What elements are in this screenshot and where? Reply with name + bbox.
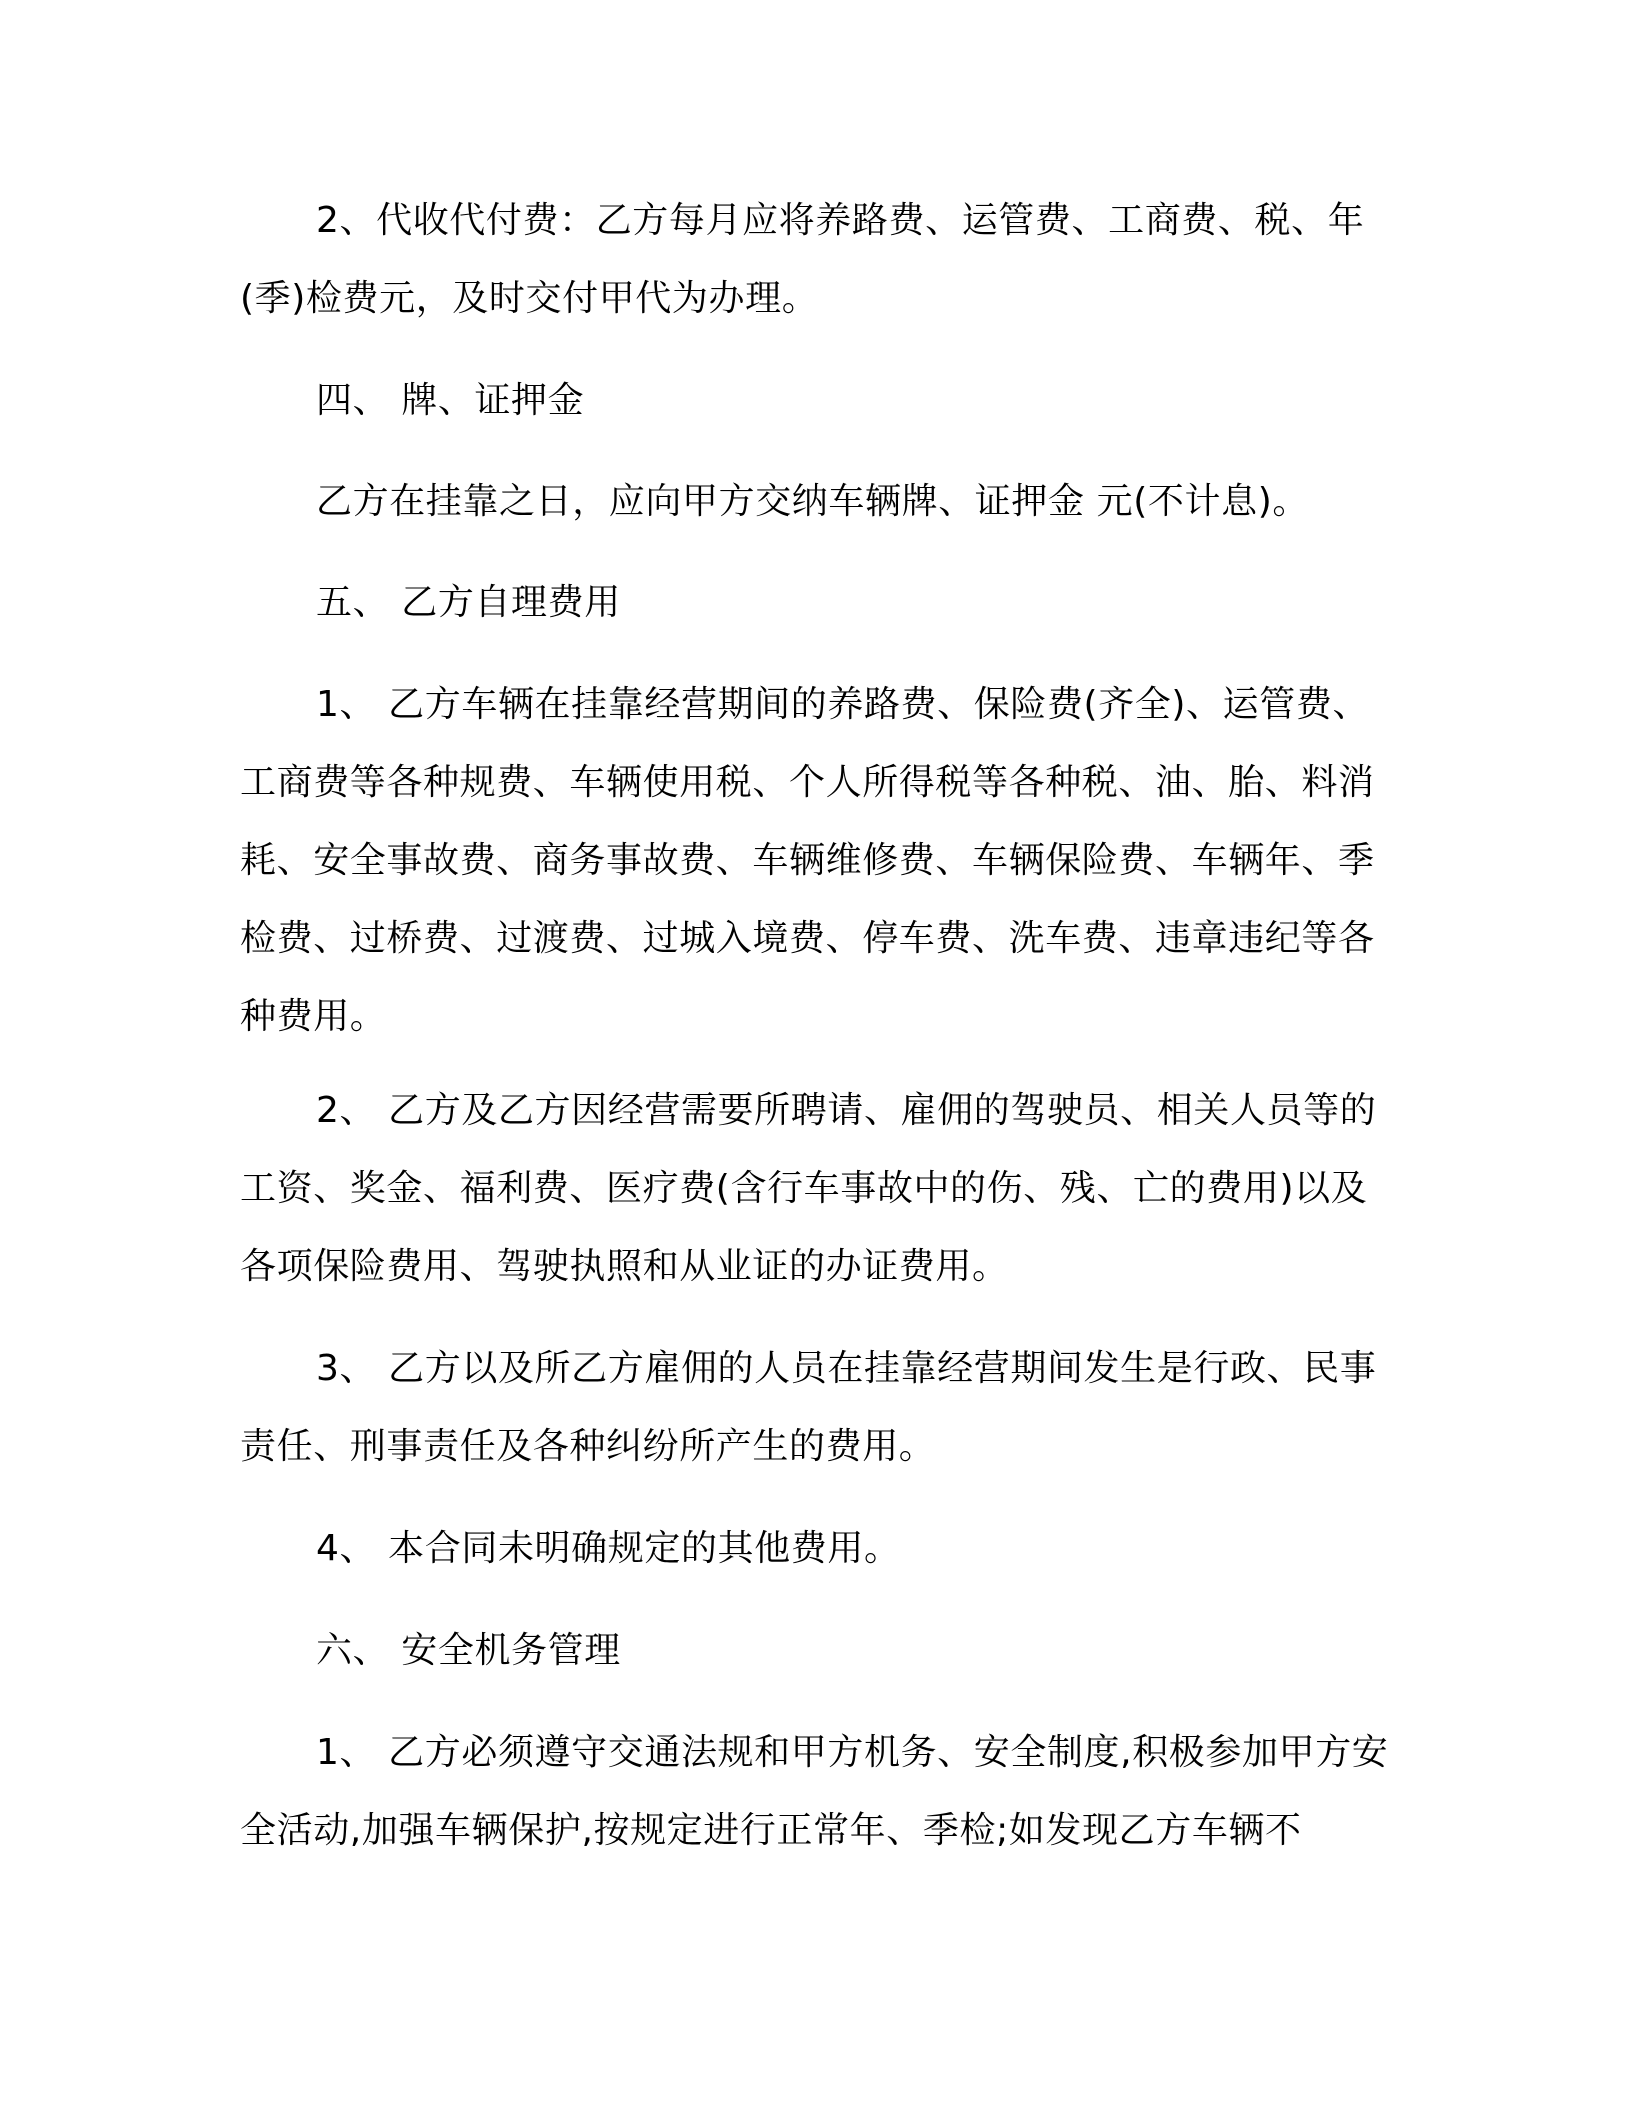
paragraph-deposit: 乙方在挂靠之日，应向甲方交纳车辆牌、证押金 元(不计息)。 [316,481,1309,522]
paragraph-self-paid-item-3: 3、 乙方以及所乙方雇佣的人员在挂靠经营期间发生是行政、民事责任、刑事责任及各种纠纷所产生的费用。 [240,1348,1377,1467]
section-heading-self-paid-fees: 五、 乙方自理费用 [316,582,621,623]
paragraph-self-paid-item-1: 1、 乙方车辆在挂靠经营期间的养路费、保险费(齐全)、运管费、工商费等各种规费、车辆使用税、个人所得税等各种税、油、胎、料消耗、安全事故费、商务事故费、车辆维修费、车辆保险费、车辆年、季检费、过桥费、过渡费、过城入境费、停车费、洗车费、违章违纪等各种费用。 [240,684,1375,1037]
paragraph-self-paid-item-4: 4、 本合同未明确规定的其他费用。 [316,1528,901,1569]
paragraph-self-paid-item-2: 2、 乙方及乙方因经营需要所聘请、雇佣的驾驶员、相关人员等的工资、奖金、福利费、医疗费(含行车事故中的伤、残、亡的费用)以及各项保险费用、驾驶执照和从业证的办证费用。 [240,1090,1377,1287]
section-heading-safety-management: 六、 安全机务管理 [316,1630,621,1671]
paragraph-safety-item-1: 1、 乙方必须遵守交通法规和甲方机务、安全制度,积极参加甲方安全活动,加强车辆保护,按规定进行正常年、季检;如发现乙方车辆不 [240,1732,1389,1851]
paragraph-collection-fee: 2、代收代付费：乙方每月应将养路费、运管费、工商费、税、年(季)检费元，及时交付甲代为办理。 [240,200,1365,319]
section-heading-deposit: 四、 牌、证押金 [316,380,585,421]
